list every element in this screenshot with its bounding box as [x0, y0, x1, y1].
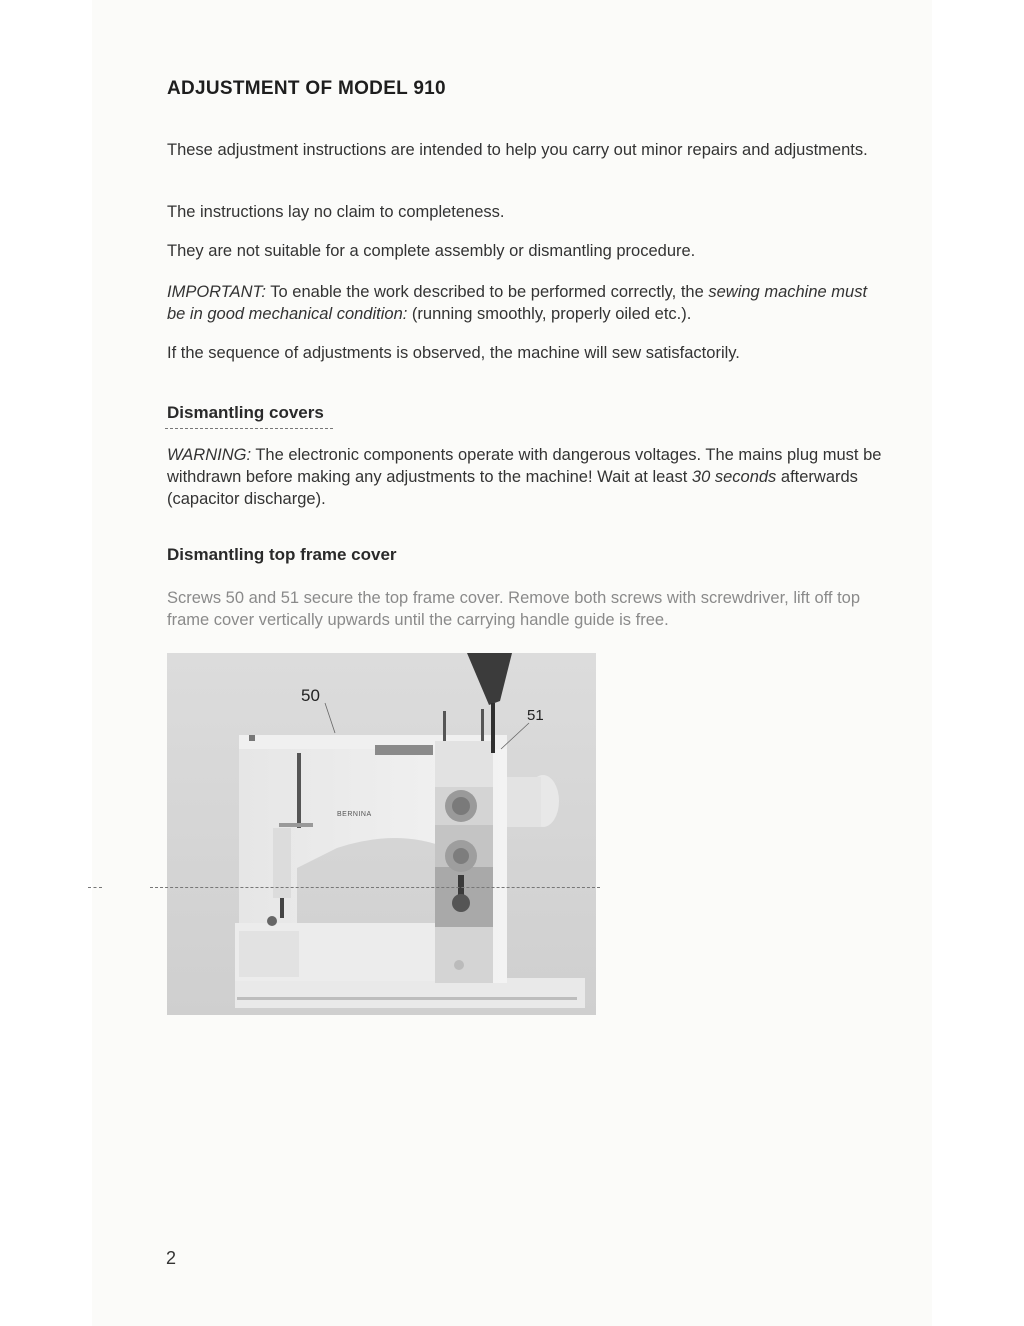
important-text-1: To enable the work described to be performed correctly, the [266, 283, 709, 301]
callout-50: 50 [301, 686, 320, 705]
important-text-2: (running smoothly, properly oiled etc.). [407, 305, 692, 323]
callout-51: 51 [527, 707, 544, 724]
sewing-machine-figure [167, 653, 596, 1015]
section-heading-dismantling-covers: Dismantling covers [167, 403, 324, 422]
level-line-left [88, 887, 102, 888]
important-label: IMPORTANT: [167, 283, 266, 301]
section-heading-top-frame-cover: Dismantling top frame cover [167, 545, 397, 564]
warning-text-2: afterwards (capacitor discharge). [167, 468, 858, 508]
brand-label: BERNINA [337, 811, 372, 818]
heading-underline [165, 428, 333, 429]
warning-paragraph [167, 444, 887, 510]
warning-text-1: The electronic components operate with dangerous voltages. The mains plug must be withdrawn before making any adjustments to the machine! Wait at least [167, 446, 882, 486]
intro-paragraph-2: The instructions lay no claim to completeness. [167, 203, 505, 221]
page-title: ADJUSTMENT OF MODEL 910 [167, 78, 446, 99]
warning-emphasis: 30 seconds [691, 468, 777, 486]
page-number: 2 [166, 1248, 177, 1268]
warning-label: WARNING: [167, 446, 252, 464]
level-line-main [150, 887, 600, 888]
important-paragraph [167, 281, 887, 325]
top-frame-cover-instructions: Screws 50 and 51 secure the top frame cover. Remove both screws with screwdriver, lift off top frame cover vertically upwards until the carrying handle guide is free. [167, 589, 861, 629]
intro-paragraph-5: If the sequence of adjustments is observed, the machine will sew satisfactorily. [167, 344, 740, 362]
intro-paragraph-1: These adjustment instructions are intended to help you carry out minor repairs and adjustments. [167, 141, 868, 159]
important-emphasis: sewing machine must be in good mechanical condition: [167, 283, 868, 323]
intro-paragraph-3: They are not suitable for a complete assembly or dismantling procedure. [167, 242, 696, 260]
